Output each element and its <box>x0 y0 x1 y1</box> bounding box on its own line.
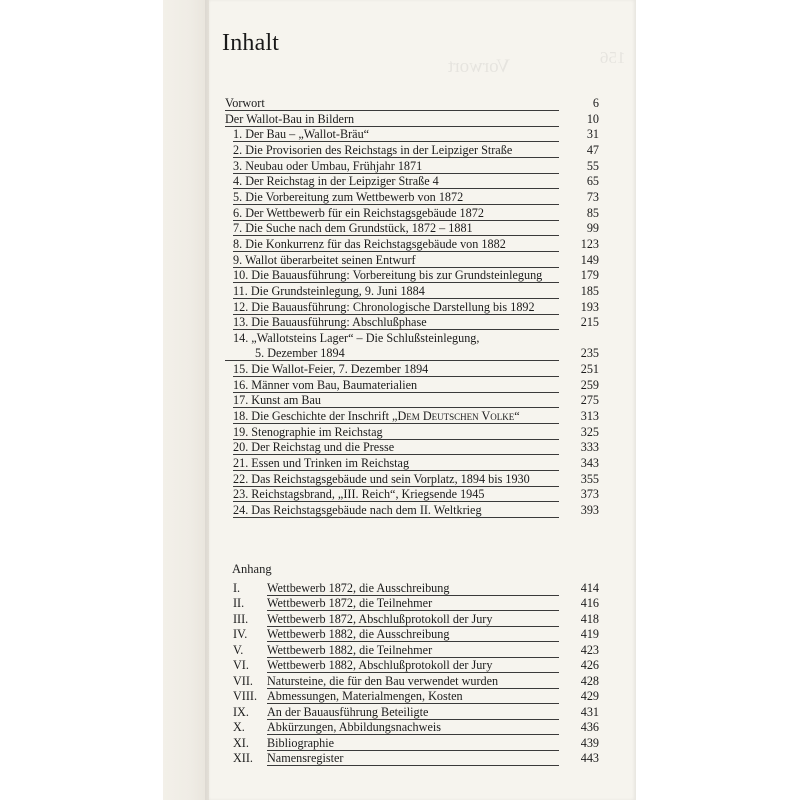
toc-leader-rule <box>267 610 559 611</box>
toc-leader-rule <box>233 517 559 518</box>
toc-entry <box>225 331 599 347</box>
show-through-number: 156 <box>600 48 626 67</box>
toc-page-number: 251 <box>580 362 599 376</box>
toc-page-number: 426 <box>580 658 599 672</box>
toc-entry <box>225 237 599 253</box>
anhang-entry <box>225 689 599 705</box>
toc-leader-rule <box>233 157 559 158</box>
toc-page-number: 6 <box>592 96 599 110</box>
toc-entry <box>225 284 599 300</box>
toc-leader-rule <box>233 454 559 455</box>
toc-entry <box>225 143 599 159</box>
toc-page-number: 355 <box>580 472 599 486</box>
toc-leader-rule <box>233 141 559 142</box>
toc-leader-rule <box>233 423 559 424</box>
toc-page-number: 416 <box>580 596 599 610</box>
anhang-entry-title: Wettbewerb 1872, Abschlußprotokoll der Jury <box>267 612 493 626</box>
toc-entry <box>225 393 599 409</box>
toc-entry-title: 7. Die Suche nach dem Grundstück, 1872 – 1881 <box>233 221 473 235</box>
toc-entry <box>225 487 599 503</box>
anhang-roman-numeral: XII. <box>233 751 253 765</box>
toc-entry-title: 23. Reichstagsbrand, „III. Reich“, Kriegsende 1945 <box>233 487 485 501</box>
anhang-entry-title: Namensregister <box>267 751 344 765</box>
toc-entry-title: 3. Neubau oder Umbau, Frühjahr 1871 <box>233 159 423 173</box>
toc-leader-rule <box>267 703 559 704</box>
toc-entry <box>225 362 599 378</box>
toc-page-number: 439 <box>580 736 599 750</box>
toc-page-number: 431 <box>580 705 599 719</box>
anhang-entry-title: Wettbewerb 1872, die Ausschreibung <box>267 581 450 595</box>
toc-page-number: 10 <box>586 112 599 126</box>
toc-entry-title: 18. Die Geschichte der Inschrift „Dem Deutschen Volke“ <box>233 409 520 423</box>
toc-leader-rule <box>233 329 559 330</box>
toc-leader-rule <box>233 376 559 377</box>
toc-page-number: 185 <box>580 284 599 298</box>
toc-entry-title: 9. Wallot überarbeitet seinen Entwurf <box>233 253 416 267</box>
toc-leader-rule <box>267 672 559 673</box>
toc-page-number: 419 <box>580 627 599 641</box>
toc-page-number: 443 <box>580 751 599 765</box>
anhang-roman-numeral: IX. <box>233 705 249 719</box>
toc-entry-title: 14. „Wallotsteins Lager“ – Die Schlußsteinlegung, <box>233 331 480 345</box>
toc-page-number: 423 <box>580 643 599 657</box>
toc-leader-rule <box>233 470 559 471</box>
toc-entry <box>225 221 599 237</box>
background <box>0 0 163 800</box>
toc-entry <box>225 409 599 425</box>
toc-entry <box>225 425 599 441</box>
anhang-entry <box>225 674 599 690</box>
toc-entry-title: 6. Der Wettbewerb für ein Reichstagsgebäude 1872 <box>233 206 484 220</box>
toc-entry-title: 24. Das Reichstagsgebäude nach dem II. Weltkrieg <box>233 503 482 517</box>
toc-leader-rule <box>233 251 559 252</box>
toc-entry <box>225 190 599 206</box>
toc-entry <box>225 206 599 222</box>
anhang-entry <box>225 581 599 597</box>
anhang-roman-numeral: X. <box>233 720 245 734</box>
toc-entry-title: 15. Die Wallot-Feier, 7. Dezember 1894 <box>233 362 429 376</box>
toc-page-number: 418 <box>580 612 599 626</box>
page-shadow <box>205 0 211 800</box>
anhang-roman-numeral: I. <box>233 581 241 595</box>
toc-entry-title: 11. Die Grundsteinlegung, 9. Juni 1884 <box>233 284 425 298</box>
anhang-entry <box>225 596 599 612</box>
toc-page-number: 325 <box>580 425 599 439</box>
toc-entry <box>225 300 599 316</box>
toc-entry-title: 5. Dezember 1894 <box>255 346 345 360</box>
toc-page-number: 313 <box>580 409 599 423</box>
toc-entry <box>225 127 599 143</box>
anhang-roman-numeral: VI. <box>233 658 249 672</box>
toc-entry <box>225 346 599 362</box>
toc-entry-title: 1. Der Bau – „Wallot-Bräu“ <box>233 127 370 141</box>
page-title: Inhalt <box>222 30 280 56</box>
toc-page-number: 259 <box>580 378 599 392</box>
toc-entry-title: 2. Die Provisorien des Reichstags in der Leipziger Straße <box>233 143 513 157</box>
anhang-entry-title: Wettbewerb 1872, die Teilnehmer <box>267 596 433 610</box>
toc-entry-title: 19. Stenographie im Reichstag <box>233 425 383 439</box>
toc-page-number: 31 <box>586 127 599 141</box>
anhang-roman-numeral: II. <box>233 596 245 610</box>
anhang-entry <box>225 720 599 736</box>
toc-page-number: 85 <box>586 206 599 220</box>
anhang-roman-numeral: VII. <box>233 674 253 688</box>
toc-entry <box>225 96 599 112</box>
anhang-entry <box>225 627 599 643</box>
toc-entry-title: 8. Die Konkurrenz für das Reichstagsgebäude von 1882 <box>233 237 506 251</box>
toc-leader-rule <box>233 501 559 502</box>
show-through-title: Vorwort <box>448 56 510 77</box>
toc-page-number: 373 <box>580 487 599 501</box>
anhang-entry <box>225 643 599 659</box>
toc-page-number: 343 <box>580 456 599 470</box>
toc-entry <box>225 253 599 269</box>
toc-entry <box>225 174 599 190</box>
toc-page-number: 393 <box>580 503 599 517</box>
toc-leader-rule <box>233 298 559 299</box>
toc-leader-rule <box>225 360 559 361</box>
toc-page-number: 179 <box>580 268 599 282</box>
toc-leader-rule <box>267 765 559 766</box>
toc-entry-title: 20. Der Reichstag und die Presse <box>233 440 395 454</box>
toc-entry <box>225 378 599 394</box>
toc-leader-rule <box>233 188 559 189</box>
toc-leader-rule <box>233 204 559 205</box>
anhang-roman-numeral: IV. <box>233 627 248 641</box>
toc-entry-title: Vorwort <box>225 96 265 110</box>
toc-entry-title: 16. Männer vom Bau, Baumaterialien <box>233 378 418 392</box>
toc-entry-title: 12. Die Bauausführung: Chronologische Darstellung bis 1892 <box>233 300 535 314</box>
toc-entry-title: 17. Kunst am Bau <box>233 393 322 407</box>
anhang-roman-numeral: III. <box>233 612 249 626</box>
toc-leader-rule <box>233 282 559 283</box>
anhang-entry-title: Abmessungen, Materialmengen, Kosten <box>267 689 463 703</box>
toc-entry-title: 5. Die Vorbereitung zum Wettbewerb von 1872 <box>233 190 464 204</box>
anhang-entry-title: Wettbewerb 1882, Abschlußprotokoll der Jury <box>267 658 493 672</box>
anhang-entry-title: Bibliographie <box>267 736 335 750</box>
toc-page-number: 275 <box>580 393 599 407</box>
toc-page-number: 414 <box>580 581 599 595</box>
toc-entry-title: 22. Das Reichstagsgebäude und sein Vorplatz, 1894 bis 1930 <box>233 472 530 486</box>
toc-entry <box>225 268 599 284</box>
anhang-roman-numeral: VIII. <box>233 689 258 703</box>
toc-page-number: 429 <box>580 689 599 703</box>
toc-entry-title: 4. Der Reichstag in der Leipziger Straße 4 <box>233 174 439 188</box>
anhang-roman-numeral: XI. <box>233 736 249 750</box>
toc-leader-rule <box>233 407 559 408</box>
anhang-entry <box>225 736 599 752</box>
anhang-entry-title: Abkürzungen, Abbildungsnachweis <box>267 720 441 734</box>
toc-leader-rule <box>267 641 559 642</box>
toc-page-number: 215 <box>580 315 599 329</box>
toc-page-number: 193 <box>580 300 599 314</box>
toc-entry <box>225 472 599 488</box>
toc-page-number: 47 <box>586 143 599 157</box>
toc-page-number: 149 <box>580 253 599 267</box>
toc-leader-rule <box>225 110 559 111</box>
toc-leader-rule <box>233 235 559 236</box>
toc-page-number: 333 <box>580 440 599 454</box>
anhang-entry <box>225 705 599 721</box>
toc-page-number: 428 <box>580 674 599 688</box>
toc-entry <box>225 112 599 128</box>
anhang-entry <box>225 658 599 674</box>
toc-entry <box>225 503 599 519</box>
toc-entry <box>225 315 599 331</box>
book-edge <box>163 0 209 800</box>
anhang-entry <box>225 751 599 767</box>
anhang-entry-title: Wettbewerb 1882, die Ausschreibung <box>267 627 450 641</box>
toc-entry-title: 10. Die Bauausführung: Vorbereitung bis zur Grundsteinlegung <box>233 268 543 282</box>
anhang-entry-title: An der Bauausführung Beteiligte <box>267 705 429 719</box>
toc-entry-title: 13. Die Bauausführung: Abschlußphase <box>233 315 427 329</box>
toc-page-number: 99 <box>586 221 599 235</box>
toc-entry-title: Der Wallot-Bau in Bildern <box>225 112 355 126</box>
toc-page-number: 55 <box>586 159 599 173</box>
toc-page-number: 436 <box>580 720 599 734</box>
toc-page-number: 235 <box>580 346 599 360</box>
toc-entry <box>225 440 599 456</box>
anhang-label: Anhang <box>232 562 272 576</box>
toc-entry <box>225 456 599 472</box>
anhang-entry-title: Wettbewerb 1882, die Teilnehmer <box>267 643 433 657</box>
anhang-entry-title: Natursteine, die für den Bau verwendet wurden <box>267 674 499 688</box>
anhang-entry <box>225 612 599 628</box>
toc-entry-title: 21. Essen und Trinken im Reichstag <box>233 456 410 470</box>
toc-leader-rule <box>267 734 559 735</box>
toc-page-number: 123 <box>580 237 599 251</box>
anhang-roman-numeral: V. <box>233 643 244 657</box>
toc-page-number: 65 <box>586 174 599 188</box>
toc-entry <box>225 159 599 175</box>
toc-page-number: 73 <box>586 190 599 204</box>
